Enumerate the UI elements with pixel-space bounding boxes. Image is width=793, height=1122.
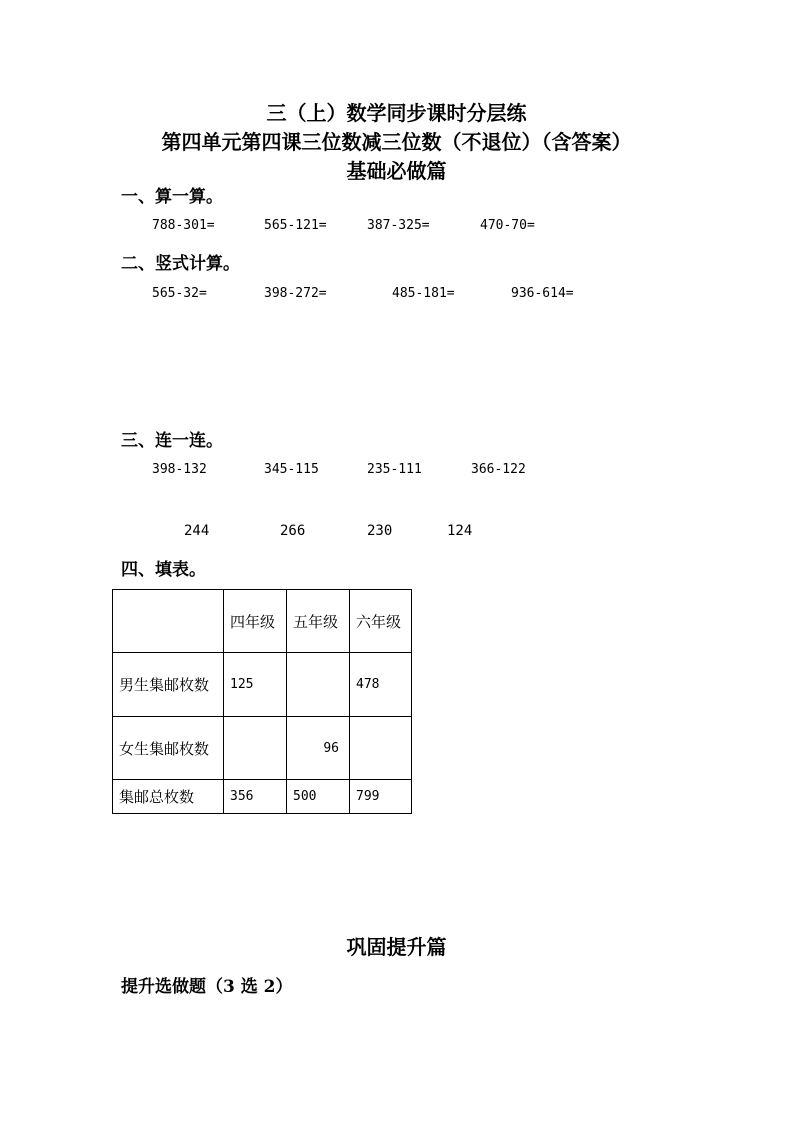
match-answer: 266 <box>280 523 306 539</box>
document-subtitle: 第四单元第四课三位数减三位数（不退位）（含答案） <box>161 130 632 154</box>
table-cell: 125 <box>224 653 287 717</box>
table-cell <box>350 717 412 780</box>
section-1-item: 788-301= <box>152 218 215 233</box>
column-header: 四年级 <box>224 590 287 653</box>
section-2-heading: 二、竖式计算。 <box>121 254 240 274</box>
column-header: 五年级 <box>287 590 350 653</box>
document-title: 三（上）数学同步课时分层练 <box>266 101 527 125</box>
table-cell: 500 <box>287 780 350 814</box>
row-label: 女生集邮枚数 <box>113 717 224 780</box>
section-2-item: 936-614= <box>511 286 574 301</box>
match-expression: 235-111 <box>367 462 422 477</box>
match-expression: 345-115 <box>264 462 319 477</box>
section-1-item: 565-121= <box>264 218 327 233</box>
part-2-title: 巩固提升篇 <box>346 935 447 959</box>
match-expression: 366-122 <box>471 462 526 477</box>
section-2-item: 485-181= <box>392 286 455 301</box>
table-row <box>113 780 412 814</box>
table-header-row <box>113 590 412 653</box>
row-label: 男生集邮枚数 <box>113 653 224 717</box>
match-answer: 230 <box>367 523 393 539</box>
table-cell: 799 <box>350 780 412 814</box>
table-cell <box>287 653 350 717</box>
table-corner-cell <box>113 590 224 653</box>
table-cell: 96 <box>287 717 350 780</box>
section-1-item: 387-325= <box>367 218 430 233</box>
table-cell: 356 <box>224 780 287 814</box>
column-header: 六年级 <box>350 590 412 653</box>
table-cell: 478 <box>350 653 412 717</box>
row-label: 集邮总枚数 <box>113 780 224 814</box>
match-expression: 398-132 <box>152 462 207 477</box>
table-row <box>113 653 412 717</box>
section-4-heading: 四、填表。 <box>121 560 206 580</box>
match-answer: 244 <box>184 523 210 539</box>
section-group-title: 基础必做篇 <box>346 159 447 183</box>
table-cell <box>224 717 287 780</box>
section-1-item: 470-70= <box>480 218 535 233</box>
fill-table <box>112 589 412 814</box>
section-2-item: 565-32= <box>152 286 207 301</box>
section-1-heading: 一、算一算。 <box>121 187 223 207</box>
section-3-heading: 三、连一连。 <box>121 431 223 451</box>
table-row <box>113 717 412 780</box>
match-answer: 124 <box>447 523 473 539</box>
section-2-item: 398-272= <box>264 286 327 301</box>
part-2-subheading: 提升选做题（3 选 2） <box>121 977 293 997</box>
